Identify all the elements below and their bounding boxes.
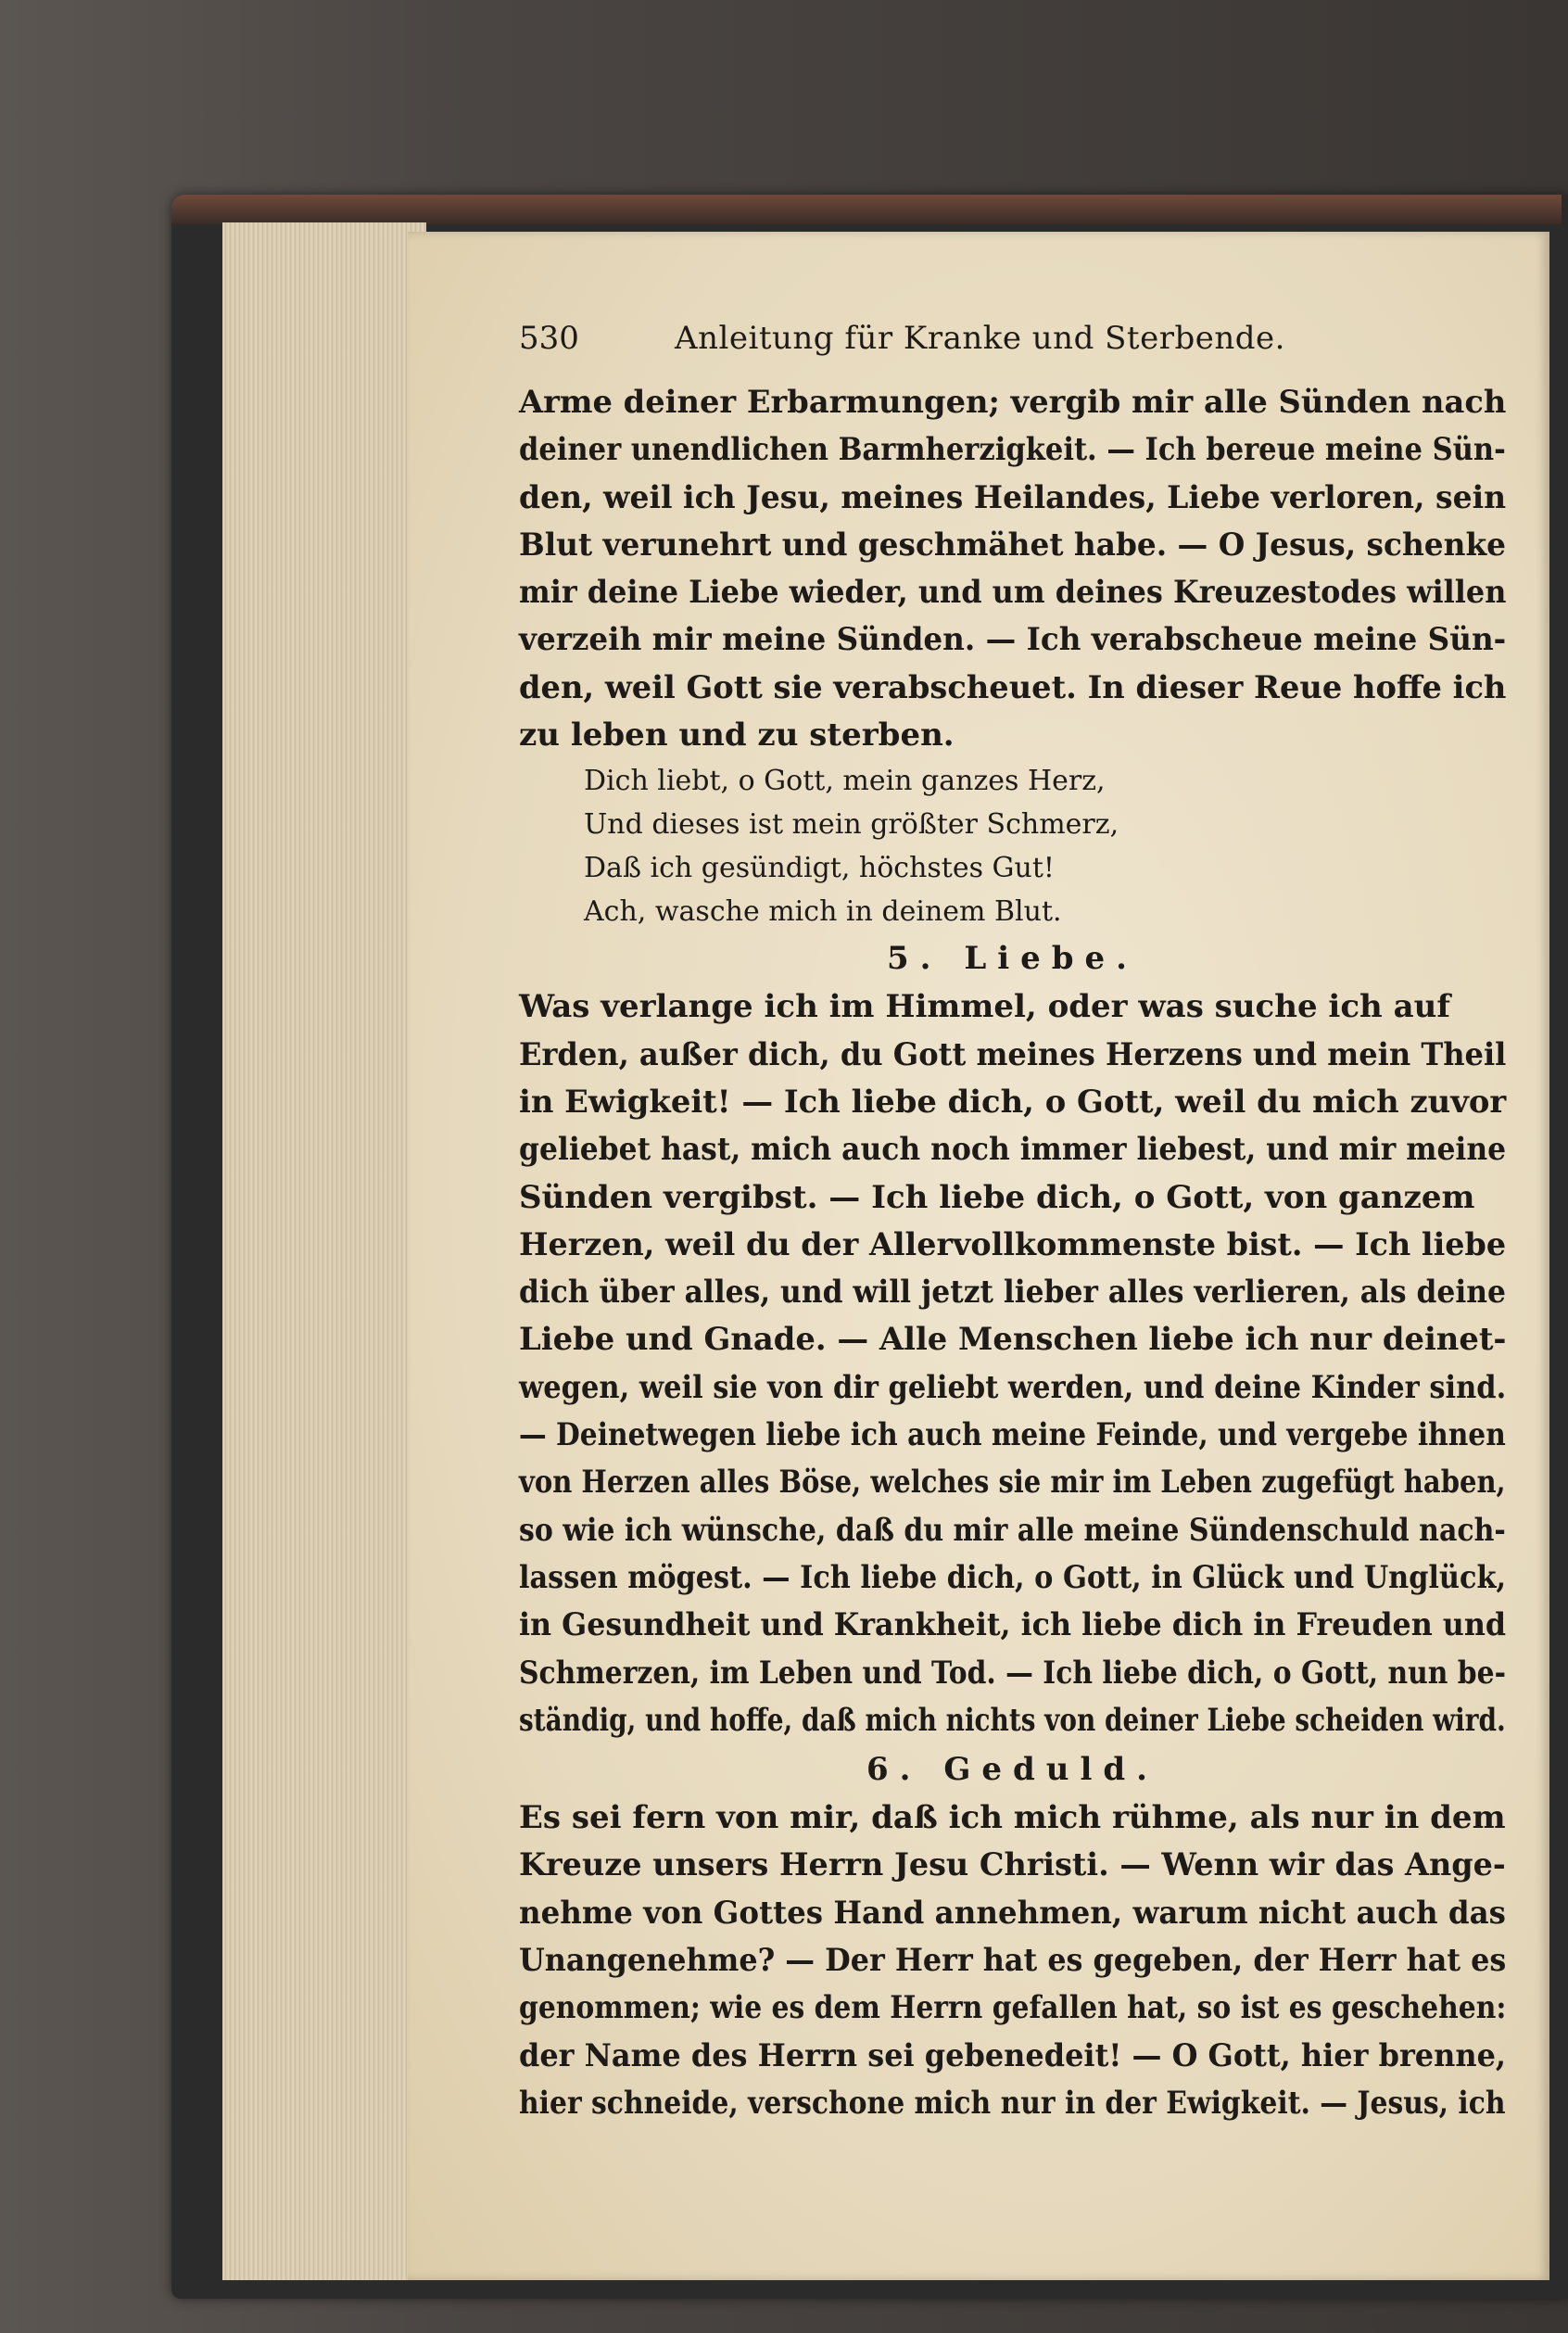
text-line: Schmerzen, im Leben und Tod. — Ich liebe dich, o Gott, nun be- <box>519 1654 1506 1692</box>
text-line: verzeih mir meine Sünden. — Ich verabscheue meine Sün- <box>519 621 1507 659</box>
text-line: den, weil ich Jesu, meines Heilandes, Liebe verloren, sein <box>519 478 1507 516</box>
text-line: deiner unendlichen Barmherzigkeit. — Ich bereue meine Sün- <box>519 431 1506 469</box>
text-line: wegen, weil sie von dir geliebt werden, und deine Kinder sind. <box>519 1368 1507 1406</box>
page-text <box>519 320 1506 2127</box>
text-line: hier schneide, verschone mich nur in der Ewigkeit. — Jesus, ich <box>519 2084 1506 2122</box>
text-line: Blut verunehrt und geschmähet habe. — O Jesus, schenke <box>519 526 1506 564</box>
text-line: in Ewigkeit! — Ich liebe dich, o Gott, weil du mich zuvor <box>519 1083 1507 1121</box>
text-line: mir deine Liebe wieder, und um deines Kreuzestodes willen <box>519 574 1507 612</box>
text-line: genommen; wie es dem Herrn gefallen hat, so ist es geschehen: <box>519 1989 1507 2027</box>
section-heading-liebe: 5. Liebe. <box>886 940 1139 978</box>
text-line: zu leben und zu sterben. <box>519 716 955 754</box>
text-line: Was verlange ich im Himmel, oder was suche ich auf <box>519 988 1450 1026</box>
text-line: den, weil Gott sie verabscheuet. In dieser Reue hoffe ich <box>519 668 1507 706</box>
page-number: 530 <box>519 320 579 357</box>
text-line: — Deinetwegen liebe ich auch meine Feinde, und vergebe ihnen <box>519 1416 1506 1454</box>
paragraph-contrition <box>519 379 1506 759</box>
paragraph-geduld <box>519 1794 1506 2127</box>
text-line: der Name des Herrn sei gebenedeit! — O Gott, hier brenne, <box>519 2036 1507 2074</box>
text-line: nehme von Gottes Hand annehmen, warum nicht auch das <box>519 1894 1506 1932</box>
text-line: lassen mögest. — Ich liebe dich, o Gott, in Glück und Unglück, <box>519 1558 1507 1596</box>
paragraph-liebe <box>519 983 1506 1744</box>
page-header <box>519 320 1506 379</box>
text-line: Es sei fern von mir, daß ich mich rühme, als nur in dem <box>519 1799 1506 1837</box>
text-line: Arme deiner Erbarmungen; vergib mir alle Sünden nach <box>519 384 1507 421</box>
text-line: dich über alles, und will jetzt lieber alles verlieren, als deine <box>519 1274 1506 1312</box>
verse-line: Ach, wasche mich in deinem Blut. <box>584 895 1062 929</box>
text-line: Liebe und Gnade. — Alle Menschen liebe ich nur deinet- <box>519 1321 1507 1359</box>
text-line: Sünden vergibst. — Ich liebe dich, o Gott, von ganzem <box>519 1178 1475 1216</box>
text-line: von Herzen alles Böse, welches sie mir im Leben zugefügt haben, <box>519 1464 1506 1502</box>
verse-line: Daß ich gesündigt, höchstes Gut! <box>584 852 1055 885</box>
text-line: so wie ich wünsche, daß du mir alle meine Sündenschuld nach- <box>519 1511 1506 1549</box>
text-line: Herzen, weil du der Allervollkommenste bist. — Ich liebe <box>519 1225 1507 1263</box>
text-line: ständig, und hoffe, daß mich nichts von deiner Liebe scheiden wird. <box>519 1701 1506 1739</box>
verse-line: Dich liebt, o Gott, mein ganzes Herz, <box>584 765 1106 798</box>
text-line: in Gesundheit und Krankheit, ich liebe dich in Freuden und <box>519 1606 1507 1644</box>
text-line: geliebet hast, mich auch noch immer liebest, und mir meine <box>519 1131 1507 1169</box>
verse-block <box>584 759 1506 933</box>
text-line: Erden, außer dich, du Gott meines Herzens und mein Theil <box>519 1035 1507 1073</box>
section-heading-geduld: 6. Geduld. <box>866 1751 1159 1789</box>
text-line: Kreuze unsers Herrn Jesu Christi. — Wenn wir das Ange- <box>519 1846 1506 1884</box>
page-stack-edges <box>222 222 426 2280</box>
verse-line: Und dieses ist mein größter Schmerz, <box>584 808 1119 842</box>
text-line: Unangenehme? — Der Herr hat es gegeben, der Herr hat es <box>519 1942 1507 1980</box>
running-head: Anleitung für Kranke und Sterbende. <box>675 320 1285 357</box>
book-cover-top-edge <box>171 195 1562 224</box>
